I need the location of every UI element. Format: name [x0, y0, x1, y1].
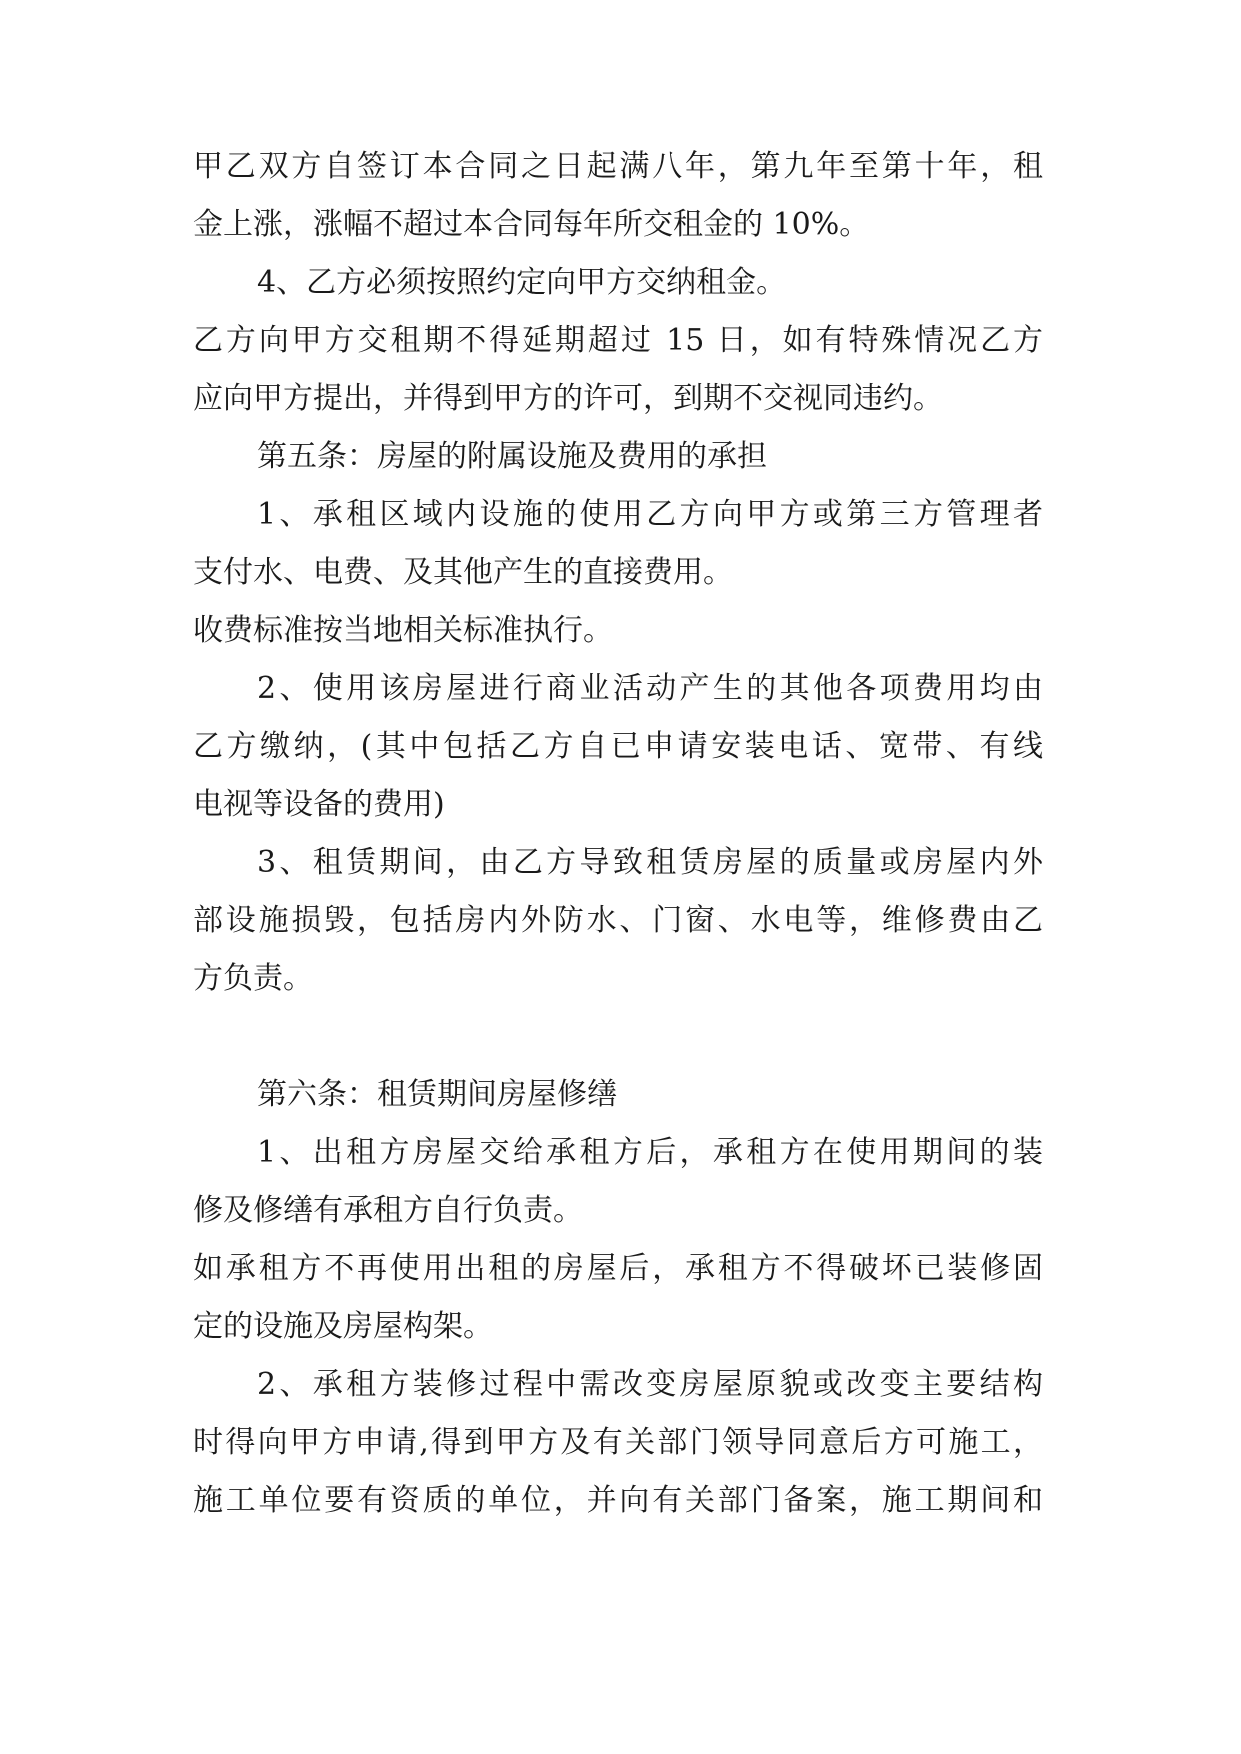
paragraph-line: 4、乙方必须按照约定向甲方交纳租金。	[257, 265, 787, 300]
paragraph-line: 支付水、电费、及其他产生的直接费用。	[193, 555, 733, 590]
paragraph-line: 3、租赁期间，由乙方导致租赁房屋的质量或房屋内外	[257, 845, 1043, 880]
paragraph-line: 方负责。	[193, 961, 313, 996]
paragraph-line: 1、出租方房屋交给承租方后，承租方在使用期间的装	[257, 1135, 1043, 1170]
paragraph-line: 定的设施及房屋构架。	[193, 1309, 493, 1344]
paragraph-line: 乙方缴纳，(其中包括乙方自已申请安装电话、宽带、有线	[193, 729, 1043, 764]
section-heading: 第五条：房屋的附属设施及费用的承担	[257, 439, 767, 474]
paragraph-line: 应向甲方提出，并得到甲方的许可，到期不交视同违约。	[193, 381, 943, 416]
paragraph-line: 2、承租方装修过程中需改变房屋原貌或改变主要结构	[257, 1367, 1043, 1402]
paragraph-line: 金上涨，涨幅不超过本合同每年所交租金的 10%。	[193, 207, 870, 242]
paragraph-line: 收费标准按当地相关标准执行。	[193, 613, 613, 648]
paragraph-line: 如承租方不再使用出租的房屋后，承租方不得破坏已装修固	[193, 1251, 1043, 1286]
paragraph-line: 1、承租区域内设施的使用乙方向甲方或第三方管理者	[257, 497, 1043, 532]
paragraph-line: 时得向甲方申请,得到甲方及有关部门领导同意后方可施工，	[193, 1425, 1043, 1460]
paragraph-line: 2、使用该房屋进行商业活动产生的其他各项费用均由	[257, 671, 1043, 706]
section-heading: 第六条：租赁期间房屋修缮	[257, 1077, 617, 1112]
paragraph-line: 乙方向甲方交租期不得延期超过 15 日，如有特殊情况乙方	[193, 323, 1043, 358]
paragraph-line: 电视等设备的费用)	[193, 787, 445, 822]
paragraph-line: 部设施损毁，包括房内外防水、门窗、水电等，维修费由乙	[193, 903, 1043, 938]
paragraph-line: 甲乙双方自签订本合同之日起满八年，第九年至第十年，租	[193, 149, 1043, 184]
paragraph-line: 修及修缮有承租方自行负责。	[193, 1193, 583, 1228]
paragraph-line: 施工单位要有资质的单位，并向有关部门备案，施工期间和	[193, 1483, 1043, 1518]
